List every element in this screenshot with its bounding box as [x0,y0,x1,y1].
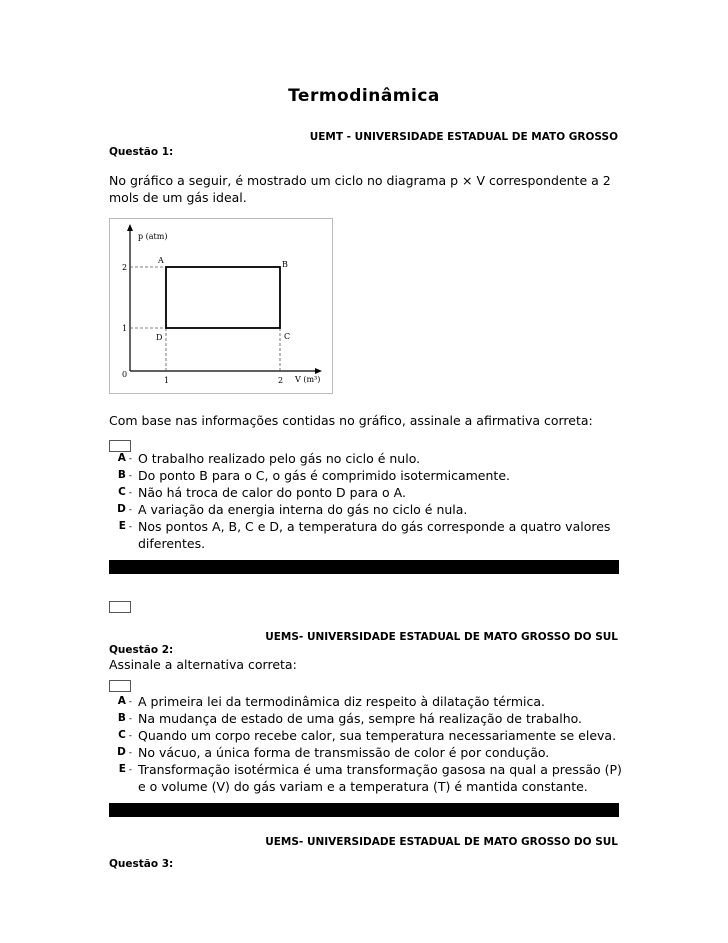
q2-extra-box[interactable] [109,601,131,613]
pv-diagram-svg [110,219,332,393]
q1-statement [109,172,629,206]
option-letter: C - [112,727,132,745]
q2-option-d[interactable] [112,744,622,761]
cycle-rectangle [166,267,280,328]
option-letter: E - [112,518,132,536]
origin-label: 0 [122,370,128,379]
option-text: Do ponto B para o C, o gás é comprimido isotermicamente. [138,468,510,483]
option-text: O trabalho realizado pelo gás no ciclo é nulo. [138,451,421,466]
option-letter: D - [112,744,132,762]
q3-institution: UEMS- UNIVERSIDADE ESTADUAL DE MATO GROSSO DO SUL [265,836,618,848]
option-text: Nos pontos A, B, C e D, a temperatura do gás corresponde a quatro valores diferentes. [138,519,611,551]
q2-option-a[interactable] [112,693,622,710]
separator-bar-2 [109,803,619,817]
q2-label: Questão 2: [109,644,174,656]
x-axis-label: V (m³) [295,375,321,384]
q1-option-b[interactable] [112,467,622,484]
q1-label: Questão 1: [109,146,174,158]
q1-prompt: Com base nas informações contidas no gráfico, assinale a afirmativa correta: [109,413,593,428]
q2-prompt: Assinale a alternativa correta: [109,657,297,672]
y-tick-1: 1 [122,324,128,333]
option-letter: D - [112,501,132,519]
q2-option-c[interactable] [112,727,622,744]
x-tick-1: 1 [164,376,170,385]
option-text: Quando um corpo recebe calor, sua temperatura necessariamente se eleva. [138,728,617,743]
option-letter: B - [112,710,132,728]
option-text: Na mudança de estado de uma gás, sempre há realização de trabalho. [138,711,583,726]
option-text: Transformação isotérmica é uma transformação gasosa na qual a pressão (P) e o volume (V) do gás variam e a temperatura (T) é mantida constante. [138,762,622,794]
q1-option-c[interactable] [112,484,622,501]
separator-bar-1 [109,560,619,574]
option-letter: A - [112,693,132,711]
q3-label: Questão 3: [109,858,174,870]
option-letter: E - [112,761,132,779]
x-axis-arrow [315,368,322,374]
option-text: Não há troca de calor do ponto D para o A. [138,485,406,500]
option-text: A primeira lei da termodinâmica diz respeito à dilatação térmica. [138,694,546,709]
option-letter: A - [112,450,132,468]
option-text: No vácuo, a única forma de transmissão de color é por condução. [138,745,550,760]
x-tick-2: 2 [278,376,284,385]
page-title: Termodinâmica [288,86,440,106]
point-a-label: A [158,256,164,265]
q1-option-e[interactable] [112,518,622,552]
q2-option-b[interactable] [112,710,622,727]
q1-statement-line-2: mols de um gás ideal. [109,190,247,205]
point-c-label: C [284,332,291,341]
point-b-label: B [282,260,288,269]
option-letter: B - [112,467,132,485]
y-axis-arrow [127,224,133,231]
option-letter: C - [112,484,132,502]
pv-diagram [109,218,333,394]
q2-institution: UEMS- UNIVERSIDADE ESTADUAL DE MATO GROSSO DO SUL [265,631,618,643]
q1-option-a[interactable] [112,450,622,467]
y-axis-label: p (atm) [138,232,168,241]
q1-statement-line-1: No gráfico a seguir, é mostrado um ciclo no diagrama p × V correspondente a 2 [109,173,611,188]
q2-answer-box[interactable] [109,680,131,692]
y-tick-2: 2 [122,263,128,272]
q1-option-d[interactable] [112,501,622,518]
option-text: A variação da energia interna do gás no ciclo é nula. [138,502,468,517]
point-d-label: D [156,333,163,342]
q1-institution: UEMT - UNIVERSIDADE ESTADUAL DE MATO GROSSO [309,131,618,143]
q2-option-e[interactable] [112,761,622,795]
